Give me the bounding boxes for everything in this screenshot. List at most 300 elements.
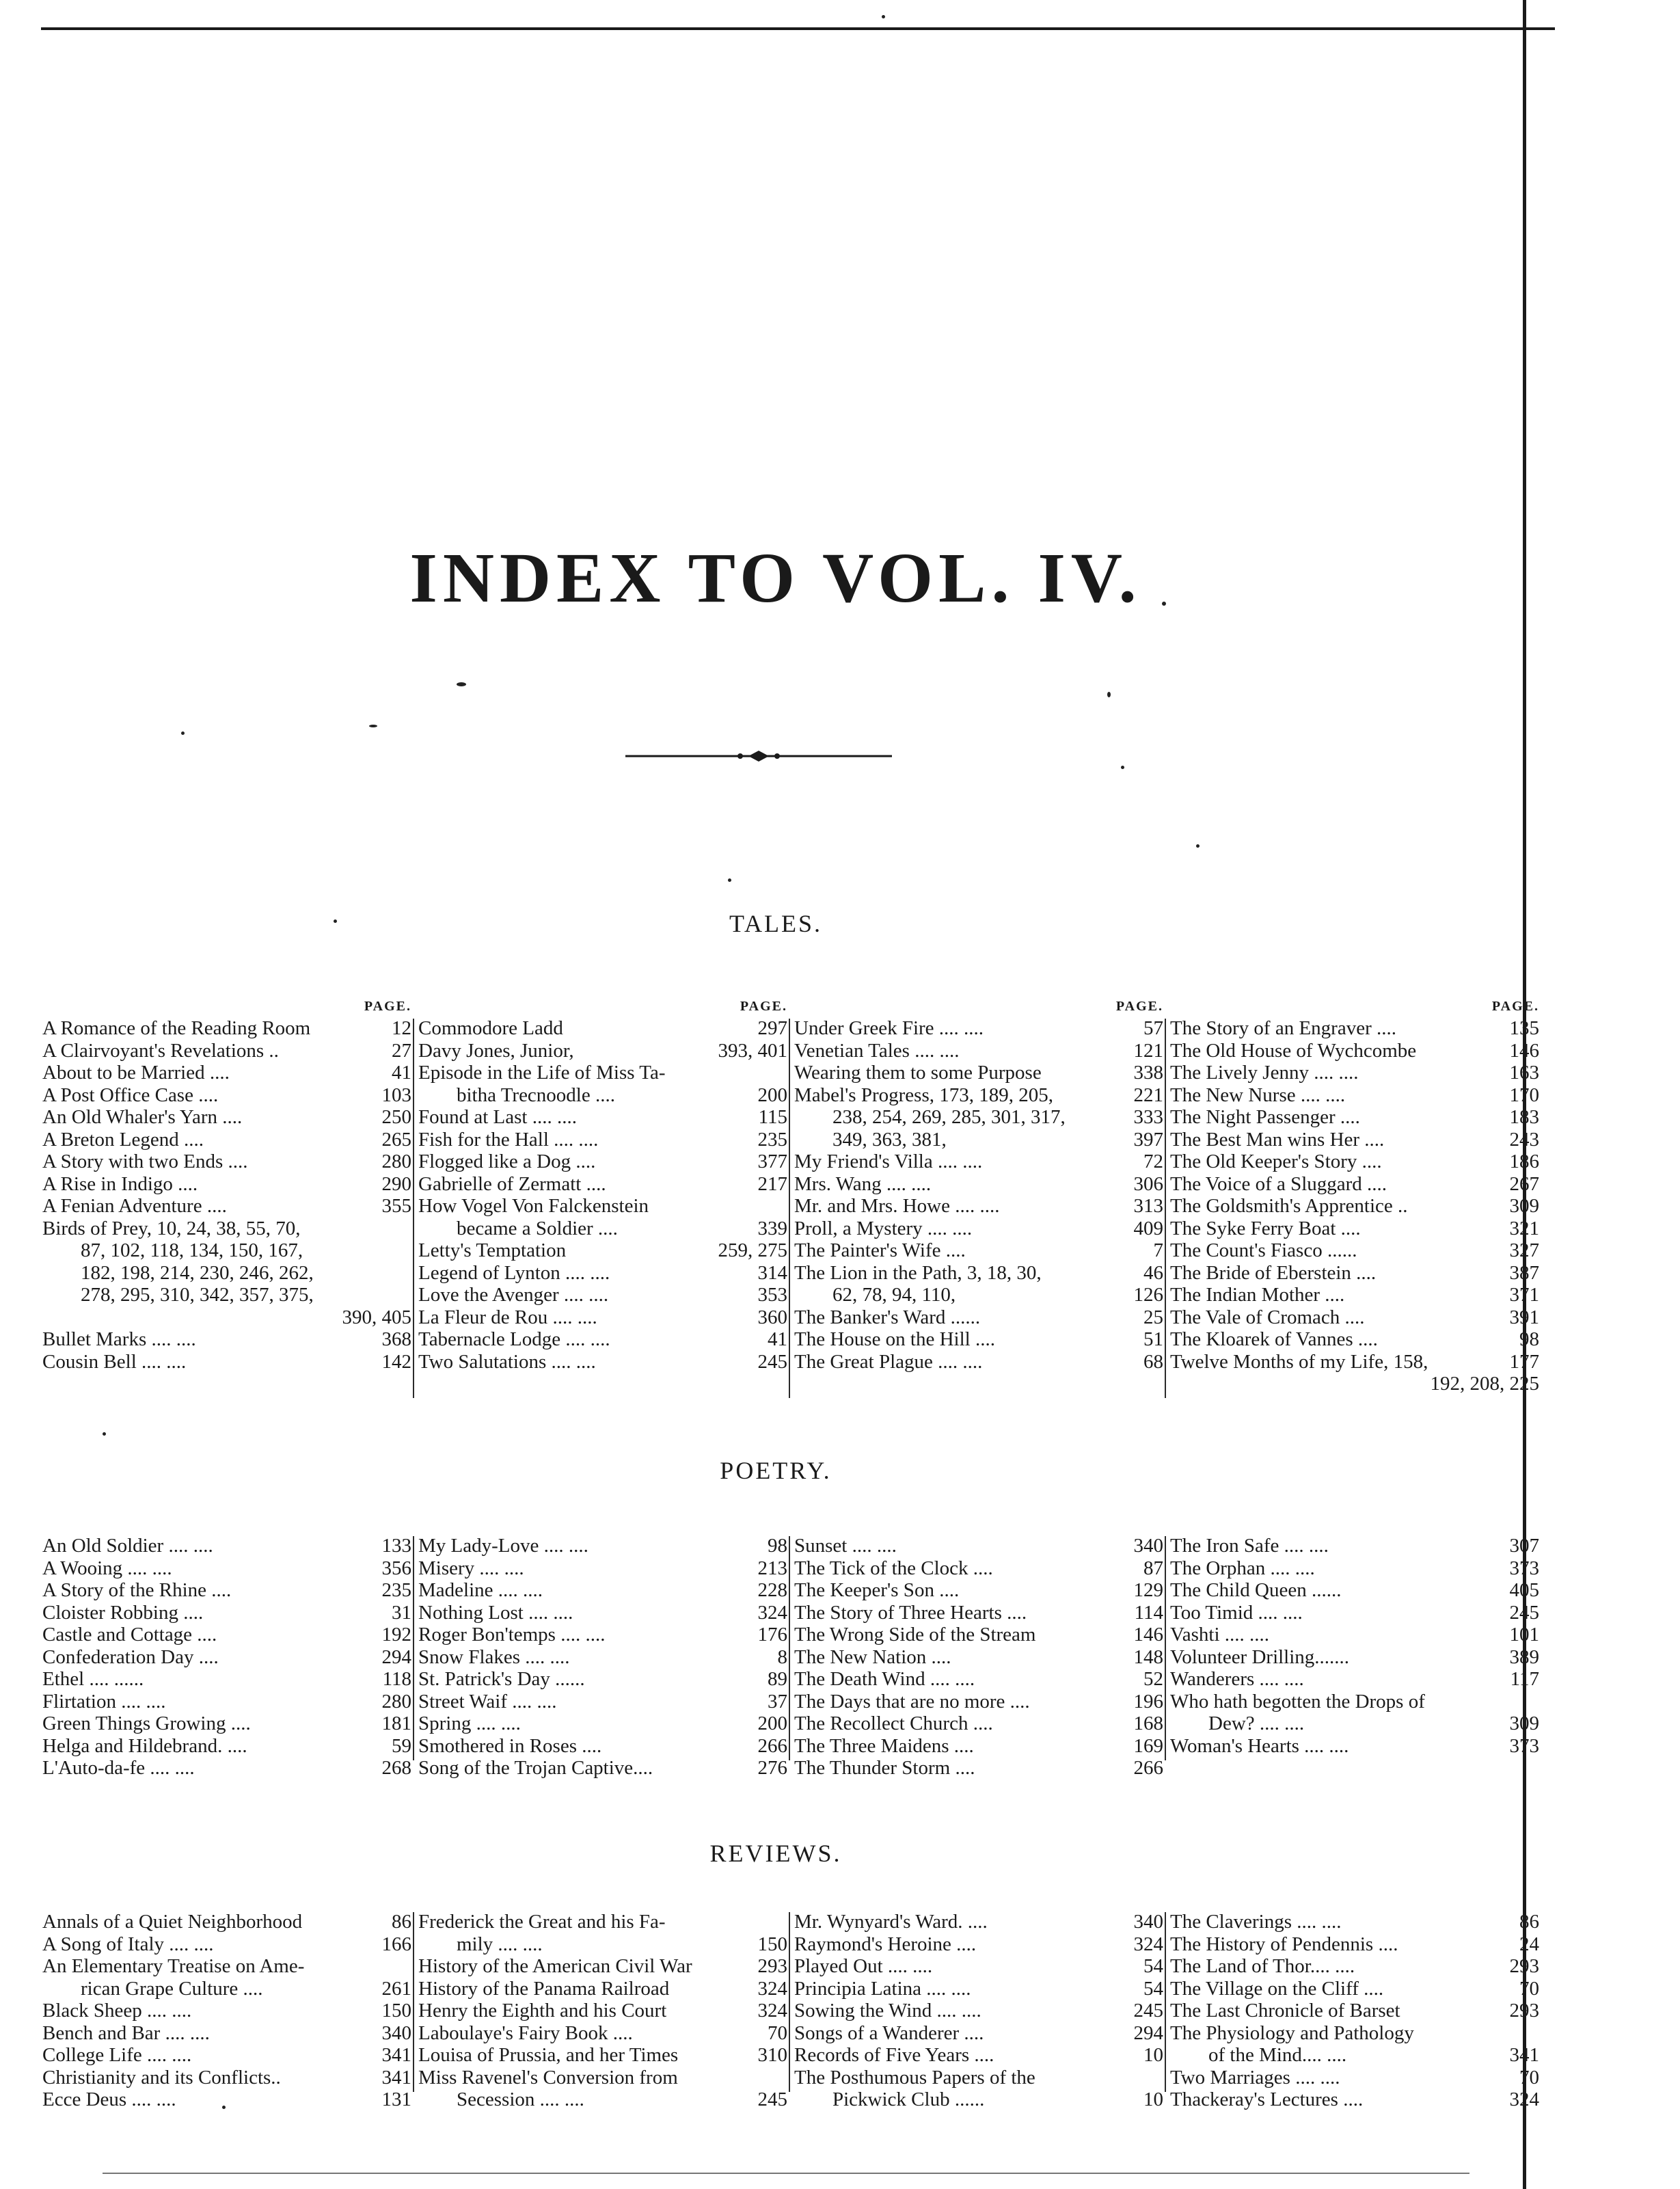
index-entry — [418, 1017, 787, 1040]
entry-page-number: 389 — [1509, 1646, 1539, 1668]
print-speck — [369, 725, 377, 727]
entry-page-number: 243 — [1509, 1128, 1539, 1151]
print-speck — [1196, 844, 1200, 848]
entry-page-number: 183 — [1509, 1106, 1539, 1128]
entry-title: Louisa of Prussia, and her Times — [418, 2044, 679, 2066]
index-entry — [1170, 1173, 1539, 1196]
index-entry — [42, 1129, 411, 1151]
entry-title: A Wooing .... .... — [42, 1557, 172, 1579]
entry-page-number: 341 — [1509, 2044, 1539, 2066]
index-entry — [794, 1624, 1163, 1646]
entry-page-number: 235 — [381, 1579, 411, 1601]
entry-title: Vashti .... .... — [1170, 1624, 1269, 1646]
index-entry — [42, 1713, 411, 1735]
index-entry — [42, 1084, 411, 1107]
index-entry — [1170, 1735, 1539, 1758]
entry-page-number: 294 — [1133, 2022, 1163, 2044]
entry-page-number: 200 — [757, 1713, 787, 1734]
entry-page-number: 276 — [757, 1757, 787, 1779]
entry-page-number: 306 — [1133, 1172, 1163, 1195]
entry-page-number: 169 — [1133, 1734, 1163, 1757]
entry-title: became a Soldier .... — [457, 1217, 618, 1239]
entry-title: The Last Chronicle of Barset — [1170, 2000, 1400, 2022]
index-entry — [1170, 2044, 1539, 2067]
entry-page-number: 377 — [757, 1151, 787, 1172]
index-entry — [794, 2089, 1163, 2111]
index-entry — [418, 1911, 787, 1933]
index-entry — [42, 1668, 411, 1691]
entry-page-number: 200 — [757, 1084, 787, 1106]
entry-page-number: 177 — [1509, 1350, 1539, 1373]
entry-title: The Banker's Ward ...... — [794, 1306, 981, 1328]
entry-page-number: 8 — [777, 1646, 787, 1668]
entry-title: Green Things Growing .... — [42, 1713, 251, 1734]
entry-page-number: 37 — [768, 1690, 787, 1713]
index-entry — [794, 1351, 1163, 1373]
entry-page-number: 10 — [1143, 2044, 1163, 2066]
entry-page-number: 57 — [1143, 1017, 1163, 1039]
index-entry — [418, 1195, 787, 1218]
index-entry — [418, 2044, 787, 2067]
entry-page-number: 192, 208, 225 — [1430, 1373, 1539, 1395]
entry-title: Records of Five Years .... — [794, 2044, 994, 2066]
entry-title: bitha Trecnoodle .... — [457, 1084, 615, 1106]
entry-page-number: 10 — [1143, 2089, 1163, 2110]
entry-title: A Romance of the Reading Room — [42, 1017, 311, 1039]
index-entry — [418, 1579, 787, 1602]
index-entry — [794, 1262, 1163, 1285]
entry-page-number: 267 — [1509, 1172, 1539, 1195]
index-entry — [42, 2000, 411, 2022]
entry-page-number: 235 — [757, 1128, 787, 1151]
entry-title: Sunset .... .... — [794, 1535, 897, 1557]
entry-title: The Thunder Storm .... — [794, 1757, 975, 1779]
entry-page-number: 54 — [1143, 1955, 1163, 1977]
entry-title: The Painter's Wife .... — [794, 1239, 966, 1261]
entry-title: Bench and Bar .... .... — [42, 2022, 210, 2044]
entry-page-number: 280 — [381, 1151, 411, 1172]
reviews-column — [1170, 1911, 1539, 2111]
entry-page-number: 86 — [392, 1911, 411, 1933]
entry-title: The Physiology and Pathology — [1170, 2022, 1414, 2044]
entry-title: Madeline .... .... — [418, 1579, 543, 1601]
index-entry — [418, 2000, 787, 2022]
entry-title: A Story of the Rhine .... — [42, 1579, 232, 1601]
index-entry — [42, 1735, 411, 1758]
entry-page-number: 7 — [1153, 1239, 1163, 1261]
entry-page-number: 25 — [1143, 1306, 1163, 1328]
entry-page-number: 353 — [757, 1284, 787, 1306]
print-speck — [181, 731, 185, 735]
index-entry — [794, 1579, 1163, 1602]
index-entry — [418, 1151, 787, 1173]
entry-title: La Fleur de Rou .... .... — [418, 1306, 597, 1328]
entry-title: Cloister Robbing .... — [42, 1601, 204, 1624]
index-entry — [794, 1735, 1163, 1758]
entry-title: The Child Queen ...... — [1170, 1579, 1342, 1601]
entry-page-number: 217 — [757, 1172, 787, 1195]
entry-title: The Three Maidens .... — [794, 1734, 974, 1757]
entry-title: 87, 102, 118, 134, 150, 167, — [81, 1239, 303, 1261]
entry-title: Birds of Prey, 10, 24, 38, 55, 70, — [42, 1217, 301, 1239]
entry-title: Christianity and its Conflicts.. — [42, 2066, 281, 2089]
entry-page-number: 324 — [757, 2000, 787, 2022]
index-entry — [794, 2022, 1163, 2045]
index-entry — [418, 1239, 787, 1262]
entry-title: Venetian Tales .... .... — [794, 1039, 960, 1062]
page-column-label: PAGE. — [1491, 999, 1539, 1014]
entry-title: The Old Keeper's Story .... — [1170, 1151, 1382, 1172]
index-entry — [1170, 2067, 1539, 2089]
entry-title: Bullet Marks .... .... — [42, 1328, 196, 1350]
index-entry — [42, 1306, 411, 1329]
entry-title: Roger Bon'temps .... .... — [418, 1624, 606, 1646]
index-entry — [1170, 1602, 1539, 1624]
entry-title: Love the Avenger .... .... — [418, 1284, 609, 1306]
entry-page-number: 148 — [1133, 1646, 1163, 1668]
index-entry — [1170, 1535, 1539, 1557]
entry-page-number: 324 — [1133, 1933, 1163, 1955]
index-entry — [1170, 1646, 1539, 1669]
index-entry — [794, 1646, 1163, 1669]
index-entry — [418, 1535, 787, 1557]
index-entry — [418, 1351, 787, 1373]
entry-title: History of the American Civil War — [418, 1955, 692, 1977]
index-entry — [794, 1535, 1163, 1557]
entry-page-number: 166 — [381, 1933, 411, 1955]
entry-title: The Vale of Cromach .... — [1170, 1306, 1365, 1328]
index-entry — [418, 1062, 787, 1084]
index-entry — [42, 2022, 411, 2045]
entry-title: Proll, a Mystery .... .... — [794, 1217, 973, 1239]
entry-page-number: 98 — [1519, 1328, 1539, 1350]
entry-page-number: 163 — [1509, 1062, 1539, 1084]
entry-title: Principia Latina .... .... — [794, 1977, 971, 2000]
entry-page-number: 314 — [757, 1261, 787, 1284]
entry-title: The Great Plague .... .... — [794, 1350, 983, 1373]
entry-page-number: 186 — [1509, 1151, 1539, 1172]
index-entry — [42, 2089, 411, 2111]
entry-title: A Fenian Adventure .... — [42, 1195, 227, 1217]
entry-page-number: 397 — [1133, 1128, 1163, 1151]
entry-title: An Old Whaler's Yarn .... — [42, 1106, 243, 1128]
index-entry — [1170, 1373, 1539, 1395]
entry-title: Woman's Hearts .... .... — [1170, 1734, 1349, 1757]
entry-title: The Goldsmith's Apprentice .. — [1170, 1195, 1408, 1217]
entry-title: My Lady-Love .... .... — [418, 1535, 588, 1557]
entry-page-number: 245 — [757, 1350, 787, 1373]
entry-page-number: 126 — [1133, 1284, 1163, 1306]
entry-page-number: 373 — [1509, 1734, 1539, 1757]
entry-page-number: 338 — [1133, 1062, 1163, 1084]
entry-page-number: 196 — [1133, 1690, 1163, 1713]
entry-page-number: 297 — [757, 1017, 787, 1039]
index-entry — [42, 1911, 411, 1933]
entry-title: Thackeray's Lectures .... — [1170, 2089, 1364, 2110]
entry-page-number: 221 — [1133, 1084, 1163, 1106]
index-entry — [794, 1151, 1163, 1173]
entry-title: 278, 295, 310, 342, 357, 375, — [81, 1284, 314, 1306]
index-entry — [1170, 1579, 1539, 1602]
index-entry — [1170, 1978, 1539, 2000]
entry-page-number: 321 — [1509, 1217, 1539, 1239]
entry-page-number: 293 — [1509, 2000, 1539, 2022]
entry-title: Songs of a Wanderer .... — [794, 2022, 984, 2044]
index-entry — [794, 1195, 1163, 1218]
column-separator — [789, 1912, 790, 2092]
index-entry — [1170, 1306, 1539, 1329]
entry-title: A Breton Legend .... — [42, 1128, 204, 1151]
index-entry — [42, 1328, 411, 1351]
index-entry — [418, 1218, 787, 1240]
entry-page-number: 70 — [1519, 2066, 1539, 2089]
entry-title: Gabrielle of Zermatt .... — [418, 1172, 606, 1195]
entry-title: 238, 254, 269, 285, 301, 317, — [832, 1106, 1066, 1128]
entry-page-number: 250 — [381, 1106, 411, 1128]
entry-title: The Tick of the Clock .... — [794, 1557, 993, 1579]
entry-title: The Voice of a Sluggard .... — [1170, 1172, 1387, 1195]
column-separator — [789, 1536, 790, 1760]
entry-title: Laboulaye's Fairy Book .... — [418, 2022, 633, 2044]
entry-title: mily .... .... — [457, 1933, 543, 1955]
entry-page-number: 46 — [1143, 1261, 1163, 1284]
entry-page-number: 117 — [1510, 1668, 1539, 1690]
index-entry — [42, 1757, 411, 1780]
print-speck — [1162, 602, 1166, 606]
entry-page-number: 340 — [1133, 1911, 1163, 1933]
index-entry — [418, 1978, 787, 2000]
entry-title: Two Salutations .... .... — [418, 1350, 596, 1373]
entry-page-number: 333 — [1133, 1106, 1163, 1128]
entry-page-number: 150 — [381, 2000, 411, 2022]
entry-title: My Friend's Villa .... .... — [794, 1151, 983, 1172]
index-entry — [42, 1195, 411, 1218]
entry-title: The Best Man wins Her .... — [1170, 1128, 1385, 1151]
index-entry — [794, 1173, 1163, 1196]
entry-title: An Old Soldier .... .... — [42, 1535, 213, 1557]
entry-page-number: 393, 401 — [718, 1039, 787, 1062]
index-entry — [1170, 1084, 1539, 1107]
entry-title: The Keeper's Son .... — [794, 1579, 960, 1601]
column-separator — [413, 1536, 414, 1760]
entry-page-number: 307 — [1509, 1535, 1539, 1557]
entry-page-number: 355 — [381, 1195, 411, 1217]
index-entry — [1170, 2000, 1539, 2022]
index-entry — [794, 1668, 1163, 1691]
tales-column — [794, 995, 1163, 1373]
index-entry — [794, 1602, 1163, 1624]
entry-title: A Rise in Indigo .... — [42, 1172, 198, 1195]
entry-page-number: 293 — [757, 1955, 787, 1977]
section-heading-poetry: POETRY. — [720, 1457, 832, 1484]
entry-title: Misery .... .... — [418, 1557, 524, 1579]
entry-page-number: 146 — [1133, 1624, 1163, 1646]
entry-page-number: 266 — [1133, 1757, 1163, 1779]
index-entry — [42, 2067, 411, 2089]
entry-page-number: 309 — [1509, 1195, 1539, 1217]
entry-title: History of the Panama Railroad — [418, 1977, 670, 2000]
entry-title: Cousin Bell .... .... — [42, 1350, 187, 1373]
entry-page-number: 245 — [1133, 2000, 1163, 2022]
entry-page-number: 133 — [381, 1535, 411, 1557]
entry-title: The Indian Mother .... — [1170, 1284, 1345, 1306]
index-entry — [42, 1017, 411, 1040]
index-entry — [42, 1173, 411, 1196]
entry-title: The History of Pendennis .... — [1170, 1933, 1398, 1955]
entry-title: The New Nation .... — [794, 1646, 951, 1668]
entry-page-number: 129 — [1133, 1579, 1163, 1601]
entry-page-number: 115 — [758, 1106, 787, 1128]
entry-title: Helga and Hildebrand. .... — [42, 1734, 247, 1757]
poetry-column — [1170, 1535, 1539, 1757]
index-entry — [794, 2067, 1163, 2089]
column-separator — [413, 1912, 414, 2092]
entry-page-number: 41 — [768, 1328, 787, 1350]
entry-title: Street Waif .... .... — [418, 1690, 557, 1713]
entry-page-number: 213 — [757, 1557, 787, 1579]
entry-page-number: 146 — [1509, 1039, 1539, 1062]
entry-title: The Wrong Side of the Stream — [794, 1624, 1036, 1646]
index-entry — [1170, 1328, 1539, 1351]
entry-page-number: 290 — [381, 1172, 411, 1195]
entry-page-number: 228 — [757, 1579, 787, 1601]
entry-page-number: 309 — [1509, 1713, 1539, 1734]
entry-title: Sowing the Wind .... .... — [794, 2000, 981, 2022]
index-entry — [1170, 1129, 1539, 1151]
entry-title: Smothered in Roses .... — [418, 1734, 602, 1757]
index-entry — [42, 1062, 411, 1084]
entry-page-number: 391 — [1509, 1306, 1539, 1328]
index-entry — [794, 1713, 1163, 1735]
entry-title: Pickwick Club ...... — [832, 2089, 985, 2110]
index-entry — [418, 1735, 787, 1758]
entry-page-number: 356 — [381, 1557, 411, 1579]
entry-title: Under Greek Fire .... .... — [794, 1017, 984, 1039]
index-entry — [1170, 1351, 1539, 1373]
index-entry — [42, 1691, 411, 1713]
entry-page-number: 41 — [392, 1062, 411, 1084]
index-entry — [794, 1129, 1163, 1151]
entry-title: The Orphan .... .... — [1170, 1557, 1315, 1579]
index-entry — [794, 1239, 1163, 1262]
index-entry — [42, 1106, 411, 1129]
index-entry — [1170, 1239, 1539, 1262]
page-title: INDEX TO VOL. IV. — [409, 539, 1142, 617]
index-entry — [418, 1173, 787, 1196]
index-entry — [1170, 2022, 1539, 2045]
index-entry — [418, 1713, 787, 1735]
entry-page-number: 405 — [1509, 1579, 1539, 1601]
entry-title: The Village on the Cliff .... — [1170, 1977, 1384, 2000]
page-column-label: PAGE. — [1115, 999, 1163, 1014]
index-entry — [418, 1646, 787, 1669]
entry-title: The Syke Ferry Boat .... — [1170, 1217, 1361, 1239]
index-entry — [794, 1557, 1163, 1580]
entry-page-number: 142 — [381, 1350, 411, 1373]
index-entry — [42, 1978, 411, 2000]
entry-title: The Lively Jenny .... .... — [1170, 1062, 1359, 1084]
entry-title: The New Nurse .... .... — [1170, 1084, 1346, 1106]
entry-title: A Post Office Case .... — [42, 1084, 219, 1106]
index-entry — [794, 1218, 1163, 1240]
entry-title: About to be Married .... — [42, 1062, 230, 1084]
print-speck — [728, 878, 731, 882]
entry-title: Volunteer Drilling....... — [1170, 1646, 1350, 1668]
section-heading-tales: TALES. — [729, 910, 823, 937]
entry-title: The Night Passenger .... — [1170, 1106, 1360, 1128]
index-entry — [42, 1646, 411, 1669]
print-speck — [882, 15, 885, 18]
ornament-divider — [625, 748, 892, 764]
entry-title: Castle and Cottage .... — [42, 1624, 217, 1646]
entry-title: St. Patrick's Day ...... — [418, 1668, 585, 1690]
index-entry — [794, 2044, 1163, 2067]
entry-title: The Story of an Engraver .... — [1170, 1017, 1396, 1039]
entry-page-number: 168 — [1133, 1713, 1163, 1734]
index-entry — [418, 1602, 787, 1624]
entry-page-number: 293 — [1509, 1955, 1539, 1977]
index-entry — [794, 1933, 1163, 1956]
entry-title: Found at Last .... .... — [418, 1106, 577, 1128]
entry-title: A Song of Italy .... .... — [42, 1933, 214, 1955]
entry-title: The Recollect Church .... — [794, 1713, 993, 1734]
index-entry — [794, 1040, 1163, 1062]
page-column-label: PAGE. — [740, 999, 787, 1014]
index-entry — [1170, 1218, 1539, 1240]
index-entry — [1170, 1151, 1539, 1173]
index-entry — [42, 1602, 411, 1624]
index-entry — [42, 1040, 411, 1062]
index-entry — [418, 1129, 787, 1151]
entry-title: Nothing Lost .... .... — [418, 1601, 573, 1624]
index-entry — [418, 1557, 787, 1580]
index-entry — [418, 1106, 787, 1129]
entry-title: Annals of a Quiet Neighborhood — [42, 1911, 303, 1933]
entry-title: The Death Wind .... .... — [794, 1668, 975, 1690]
entry-title: 349, 363, 381, — [832, 1128, 947, 1151]
entry-page-number: 118 — [382, 1668, 411, 1690]
column-separator — [413, 1019, 414, 1398]
index-entry — [794, 1328, 1163, 1351]
entry-page-number: 192 — [381, 1624, 411, 1646]
entry-page-number: 170 — [1509, 1084, 1539, 1106]
index-entry — [1170, 2089, 1539, 2111]
index-entry — [418, 1262, 787, 1285]
index-entry — [42, 1955, 411, 1978]
entry-title: Flogged like a Dog .... — [418, 1151, 596, 1172]
entry-page-number: 54 — [1143, 1977, 1163, 2000]
entry-title: Secession .... .... — [457, 2089, 584, 2110]
entry-title: 182, 198, 214, 230, 246, 262, — [81, 1261, 314, 1284]
entry-title: The Claverings .... .... — [1170, 1911, 1342, 1933]
index-entry — [418, 2022, 787, 2045]
index-entry — [418, 1306, 787, 1329]
reviews-column — [794, 1911, 1163, 2111]
entry-page-number: 52 — [1143, 1668, 1163, 1690]
index-entry — [794, 1691, 1163, 1713]
entry-title: Fish for the Hall .... .... — [418, 1128, 599, 1151]
entry-page-number: 72 — [1143, 1151, 1163, 1172]
entry-page-number: 310 — [757, 2044, 787, 2066]
entry-page-number: 324 — [1509, 2089, 1539, 2110]
entry-page-number: 181 — [381, 1713, 411, 1734]
entry-page-number: 98 — [768, 1535, 787, 1557]
entry-title: Dew? .... .... — [1208, 1713, 1305, 1734]
entry-page-number: 340 — [1133, 1535, 1163, 1557]
index-entry — [794, 1017, 1163, 1040]
section-heading-reviews: REVIEWS. — [709, 1840, 842, 1867]
entry-title: Episode in the Life of Miss Ta- — [418, 1062, 666, 1084]
